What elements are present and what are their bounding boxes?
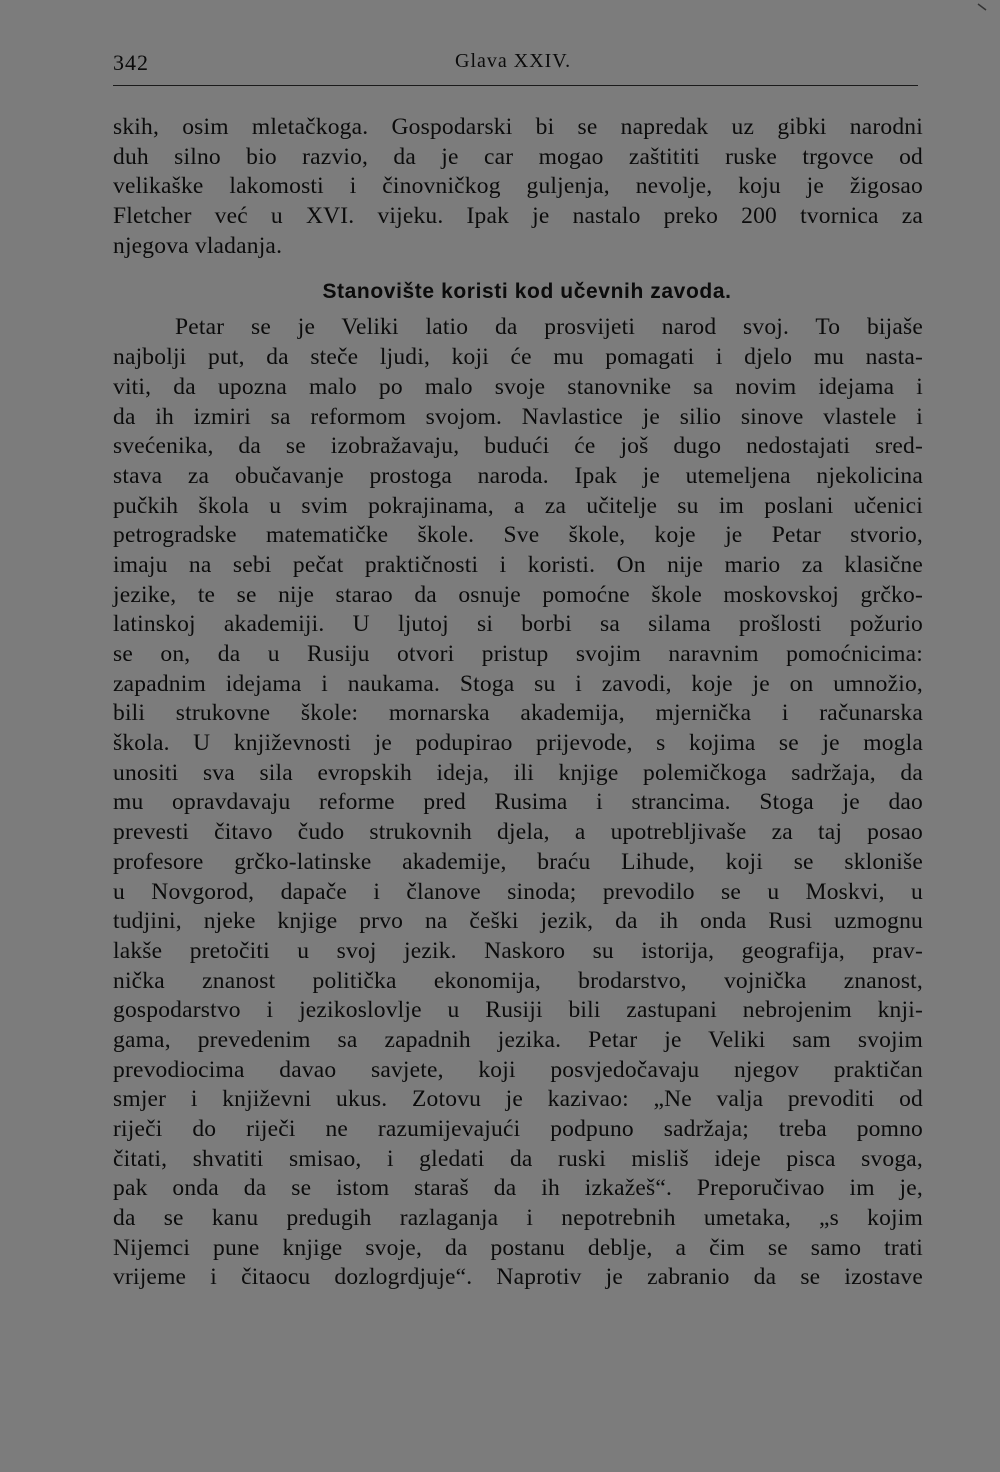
text-line: prevodiocima davao savjete, koji posvjedočavaju njegov praktičan — [113, 1056, 923, 1083]
text-line: škola. U književnosti je podupirao prijevode, s kojima se je mogla — [113, 730, 923, 757]
page-header — [113, 50, 918, 86]
section-title: Stanovište koristi kod učevnih zavoda. — [322, 280, 732, 304]
text-line: da se kanu predugih razlaganja i nepotrebnih umetaka, „s kojim — [113, 1205, 923, 1232]
text-line: Nijemci pune knjige svoje, da postanu deblje, a čim se samo trati — [113, 1234, 923, 1261]
text-line: gospodarstvo i jezikoslovlje u Rusiji bili zastupani nebrojenim knji- — [113, 997, 923, 1024]
text-line: njegova vladanja. — [113, 232, 283, 259]
text-line: čitati, shvatiti smisao, i gledati da ruski misliš ideje pisca svoga, — [113, 1145, 923, 1172]
text-line: latinskoj akademiji. U ljutoj si borbi sa silama prošlosti požurio — [113, 611, 923, 638]
text-line: bili strukovne škole: mornarska akademija, mjernička i računarska — [113, 700, 923, 727]
text-line: skih, osim mletačkoga. Gospodarski bi se napredak uz gibki narodni — [113, 114, 923, 140]
text-line: Fletcher već u XVI. vijeku. Ipak je nastalo preko 200 tvornica za — [113, 203, 923, 230]
paragraph-main — [113, 313, 923, 1293]
text-line: lakše pretočiti u svoj jezik. Naskoro su istorija, geografija, prav- — [113, 937, 923, 964]
text-line: viti, da upozna malo po malo svoje stanovnike sa novim idejama i — [113, 373, 923, 400]
text-line: pak onda da se istom staraš da ih izkažeš“. Preporučivao im je, — [113, 1175, 923, 1202]
header-rule — [113, 85, 918, 86]
page-number: 342 — [113, 50, 149, 75]
text-line: vrijeme i čitaocu dozlogrdjuje“. Naprotiv je zabranio da se izostave — [113, 1264, 923, 1291]
running-head: Glava XXIV. — [455, 50, 572, 72]
text-line: Petar se je Veliki latio da prosvijeti narod svoj. To bijaše — [175, 314, 923, 341]
body-text — [113, 113, 923, 1293]
text-line: pučkih škola u svim pokrajinama, a za učitelje su im poslani učenici — [113, 492, 923, 519]
text-line: zapadnim idejama i naukama. Stoga su i zavodi, koje je on umnožio, — [113, 670, 923, 697]
text-line: jezike, te se nije starao da osnuje pomoćne škole moskovskoj grčko- — [113, 581, 923, 608]
text-line: imaju na sebi pečat praktičnosti i koristi. On nije mario za klasične — [113, 551, 923, 578]
text-line: da ih izmiri sa reformom svojom. Navlastice je silio sinove vlastele i — [113, 403, 923, 430]
text-line: mu opravdavaju reforme pred Rusima i strancima. Stoga je dao — [113, 789, 923, 816]
text-line: prevesti čitavo čudo strukovnih djela, a upotrebljivaše za taj posao — [113, 819, 923, 846]
text-line: profesore grčko-latinske akademije, braću Lihude, koji se skloniše — [113, 848, 923, 875]
text-line: duh silno bio razvio, da je car mogao zaštititi ruske trgovce od — [113, 143, 923, 170]
corner-mark — [976, 2, 990, 12]
text-line: svećenika, da se izobražavaju, budući će još dugo nedostajati sred- — [113, 433, 923, 460]
text-line: tudjini, njeke knjige prvo na češki jezik, da ih onda Rusi uzmognu — [113, 908, 923, 935]
paragraph-continued — [113, 113, 923, 261]
text-line: se on, da u Rusiju otvori pristup svojim naravnim pomoćnicima: — [113, 641, 923, 667]
text-line: riječi do riječi ne razumijevajući podpuno sadržaja; treba pomno — [113, 1116, 923, 1142]
text-line: smjer i književni ukus. Zotovu je kazivao: „Ne valja prevoditi od — [113, 1086, 923, 1113]
text-line: unositi sva sila evropskih ideja, ili knjige polemičkoga sadržaja, da — [113, 759, 923, 786]
text-line: najbolji put, da steče ljudi, koji će mu pomagati i djelo mu nasta- — [113, 344, 923, 371]
text-line: nička znanost politička ekonomija, brodarstvo, vojnička znanost, — [113, 967, 923, 994]
text-line: u Novgorod, dapače i članove sinoda; prevodilo se u Moskvi, u — [113, 878, 923, 905]
text-line: velikaške lakomosti i činovničkog guljenja, nevolje, koju je žigosao — [113, 173, 923, 200]
text-line: stava za obučavanje prostoga naroda. Ipak je utemeljena njekolicina — [113, 462, 923, 489]
text-line: petrogradske matematičke škole. Sve škole, koje je Petar stvorio, — [113, 522, 923, 549]
text-line: gama, prevedenim sa zapadnih jezika. Petar je Veliki sam svojim — [113, 1026, 923, 1053]
